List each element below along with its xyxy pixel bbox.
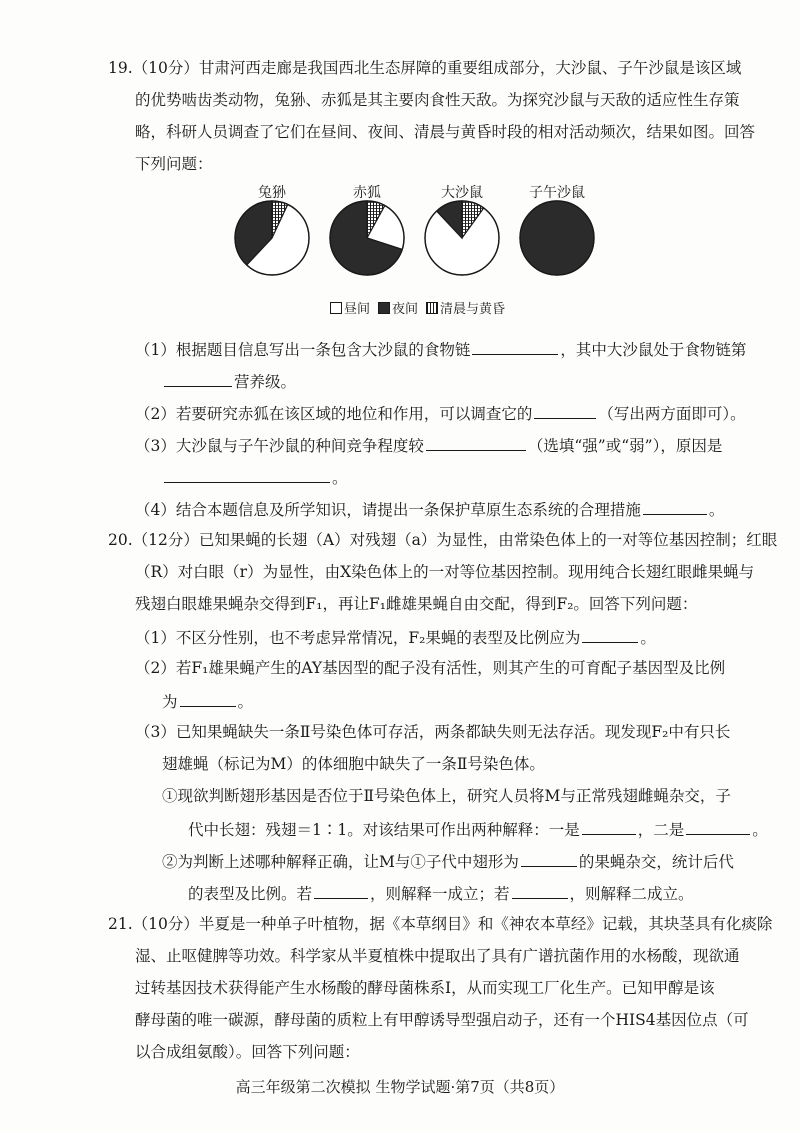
pie-title-3: 子午沙鼠 bbox=[529, 185, 585, 201]
q20-sub3-cont: 翅雄蝇（标记为M）的体细胞中缺失了一条Ⅱ号染色体。 bbox=[162, 755, 545, 773]
q19-sub3-cont bbox=[162, 466, 348, 488]
q19-line3: 略，科研人员调查了它们在昼间、夜间、清晨与黄昏时段的相对活动频次，结果如图。回答 bbox=[135, 123, 756, 141]
answer-blank[interactable] bbox=[582, 626, 638, 643]
q19-sub2-text-a: （2）若要研究赤狐在该区域的地位和作用，可以调查它的 bbox=[135, 405, 533, 423]
q20-c1-line2 bbox=[188, 818, 768, 840]
q20-sub2-text-c: 。 bbox=[237, 693, 254, 711]
q20-line3: 残翅白眼雄果蝇杂交得到F₁，再让F₁雌雄果蝇自由交配，得到F₂。回答下列问题： bbox=[135, 595, 698, 613]
q20-line1: 20.（12分）已知果蝇的长翅（A）对残翅（a）为显性，由常染色体上的一对等位基因控制；红眼 bbox=[108, 531, 778, 549]
legend-swatch-dawn-dusk bbox=[426, 302, 438, 314]
pie-title-0: 兔狲 bbox=[258, 185, 286, 201]
q19-sub1-text-a: （1）根据题目信息写出一条包含大沙鼠的食物链 bbox=[135, 341, 471, 359]
legend-swatch-day bbox=[330, 302, 342, 314]
pie-legend bbox=[330, 298, 511, 317]
pie-chart-2 bbox=[423, 199, 501, 277]
q20-c2-text-a: ②为判断上述哪种解释正确，让M与①子代中翅形为 bbox=[162, 853, 519, 871]
answer-blank[interactable] bbox=[512, 882, 568, 899]
q21-line4: 酵母菌的唯一碳源，酵母菌的质粒上有甲醇诱导型强启动子，还有一个HIS4基因位点（可 bbox=[135, 1011, 749, 1029]
q20-c2-text-c: 的表型及比例。若 bbox=[188, 885, 313, 903]
legend-label-day: 昼间 bbox=[344, 302, 371, 317]
legend-swatch-night bbox=[378, 302, 390, 314]
q20-c1-text-d: 。 bbox=[752, 821, 768, 839]
answer-blank[interactable] bbox=[643, 498, 707, 515]
page-footer: 高三年级第二次模拟 生物学试题·第7页（共8页） bbox=[235, 1078, 565, 1096]
answer-blank[interactable] bbox=[582, 818, 636, 835]
pie-chart-0 bbox=[233, 199, 311, 277]
q19-sub3-text-c: 。 bbox=[332, 469, 348, 487]
q19-line1: 19.（10分）甘肃河西走廊是我国西北生态屏障的重要组成部分，大沙鼠、子午沙鼠是该区域 bbox=[108, 59, 742, 77]
q19-sub4-text-a: （4）结合本题信息及所学知识，请提出一条保护草原生态系统的合理措施 bbox=[135, 501, 641, 519]
q19-line4: 下列问题： bbox=[135, 155, 213, 173]
q20-sub3: （3）已知果蝇缺失一条Ⅱ号染色体可存活，两条都缺失则无法存活。现发现F₂中有只长 bbox=[135, 723, 731, 741]
q19-sub1-text-c: 营养级。 bbox=[234, 373, 297, 391]
q20-sub2-text-b: 为 bbox=[162, 693, 178, 711]
answer-blank[interactable] bbox=[426, 434, 526, 451]
q19-sub1 bbox=[135, 338, 746, 360]
q19-line2: 的优势啮齿类动物，兔狲、赤狐是其主要肉食性天敌。为探究沙鼠与天敌的适应性生存策 bbox=[135, 91, 740, 109]
answer-blank[interactable] bbox=[314, 882, 368, 899]
q20-sub2: （2）若F₁雄果蝇产生的AY基因型的配子没有活性，则其产生的可育配子基因型及比例 bbox=[135, 659, 726, 677]
q21-line1: 21.（10分）半夏是一种单子叶植物，据《本草纲目》和《神农本草经》记载，其块茎具有化痰除 bbox=[108, 915, 773, 933]
q19-sub1-cont bbox=[162, 370, 296, 392]
answer-blank[interactable] bbox=[180, 690, 236, 707]
q20-line2: （R）对白眼（r）为显性，由X染色体上的一对等位基因控制。现用纯合长翅红眼雌果蝇与 bbox=[135, 563, 755, 581]
q19-sub3-text-b: （选填“强”或“弱”），原因是 bbox=[527, 437, 723, 455]
q20-sub1 bbox=[135, 626, 656, 648]
answer-blank[interactable] bbox=[534, 402, 596, 419]
q21-line3: 过转基因技术获得能产生水杨酸的酵母菌株系Ⅰ，从而实现工厂化生产。已知甲醇是该 bbox=[135, 979, 715, 997]
q20-c2-text-b: 的果蝇杂交，统计后代 bbox=[578, 853, 734, 871]
answer-blank[interactable] bbox=[472, 338, 558, 355]
pie-title-2: 大沙鼠 bbox=[441, 185, 483, 201]
q19-sub1-text-b: ，其中大沙鼠处于食物链第 bbox=[560, 341, 747, 359]
q21-line2: 湿、止呕健脾等功效。科学家从半夏植株中提取出了具有广谱抗菌作用的水杨酸，现欲通 bbox=[135, 947, 740, 965]
answer-blank[interactable] bbox=[686, 818, 750, 835]
q21-line5: 以合成组氨酸）。回答下列问题： bbox=[135, 1043, 360, 1061]
q20-sub1-text-b: 。 bbox=[640, 629, 656, 647]
q19-sub3 bbox=[135, 434, 722, 456]
q19-sub4-text-b: 。 bbox=[708, 501, 725, 519]
answer-blank[interactable] bbox=[164, 370, 232, 387]
q19-sub2 bbox=[135, 402, 746, 424]
q20-sub1-text-a: （1）不区分性别，也不考虑异常情况，F₂果蝇的表型及比例应为 bbox=[135, 629, 581, 647]
pie-chart-3 bbox=[518, 199, 596, 277]
pie-chart-1 bbox=[328, 199, 406, 277]
q20-c1-text-b: 代中长翅：残翅＝1∶1。对该结果可作出两种解释：一是 bbox=[188, 821, 580, 839]
q20-c2-text-e: ，则解释二成立。 bbox=[569, 885, 694, 903]
q20-c1-text-c: ，二是 bbox=[637, 821, 685, 839]
legend-item-night bbox=[378, 298, 418, 317]
legend-label-dawn-dusk: 清晨与黄昏 bbox=[440, 302, 506, 317]
q19-sub3-text-a: （3）大沙鼠与子午沙鼠的种间竞争程度较 bbox=[135, 437, 424, 455]
q20-c2-line1 bbox=[162, 850, 734, 872]
q20-sub2-cont bbox=[162, 690, 253, 712]
legend-item-dawn-dusk bbox=[426, 298, 505, 317]
pie-title-1: 赤狐 bbox=[353, 185, 381, 201]
q20-c2-text-d: ，则解释一成立；若 bbox=[370, 885, 510, 903]
answer-blank[interactable] bbox=[164, 466, 330, 483]
answer-blank[interactable] bbox=[521, 850, 577, 867]
legend-item-day bbox=[330, 298, 370, 317]
q20-c1-line1: ①现欲判断翅形基因是否位于Ⅱ号染色体上，研究人员将M与正常残翅雌蝇杂交，子 bbox=[162, 787, 731, 805]
q19-sub2-text-b: （写出两方面即可）。 bbox=[598, 405, 746, 423]
q19-sub4 bbox=[135, 498, 724, 520]
legend-label-night: 夜间 bbox=[392, 302, 419, 317]
q20-c2-line2 bbox=[188, 882, 694, 904]
